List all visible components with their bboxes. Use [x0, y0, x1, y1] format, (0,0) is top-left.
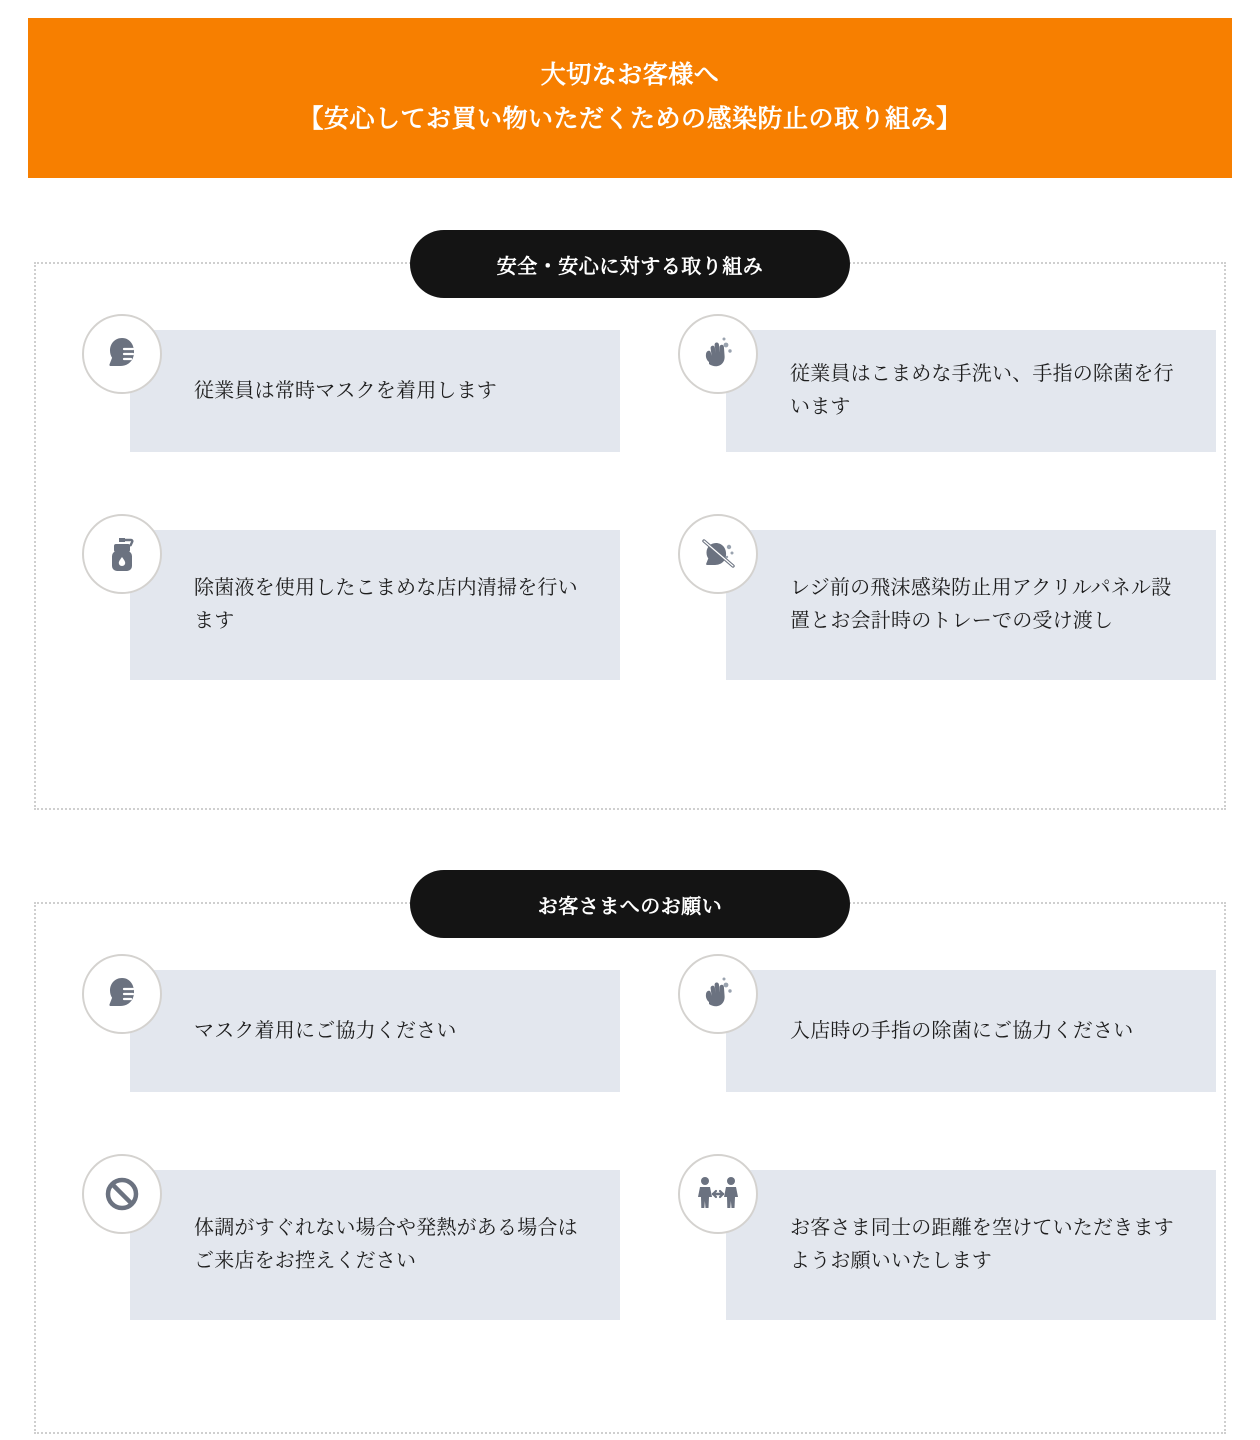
list-item — [630, 330, 1226, 530]
item-text-box — [130, 330, 620, 452]
list-item-label: 除菌液を使用したこまめな店内清掃を行います — [194, 577, 578, 632]
list-item-label: マスク着用にご協力ください — [194, 1019, 457, 1042]
item-text-box — [130, 970, 620, 1092]
list-item-label: 従業員はこまめな手洗い、手指の除菌を行います — [790, 363, 1174, 418]
banner-title-line-2: 【安心してお買い物いただくための感染防止の取り組み】 — [298, 105, 962, 133]
item-text-box — [130, 530, 620, 680]
mask-icon — [82, 314, 162, 394]
item-text-box — [726, 970, 1216, 1092]
list-item — [34, 1170, 630, 1370]
list-item — [34, 970, 630, 1170]
item-text-box — [726, 330, 1216, 452]
list-item — [630, 970, 1226, 1170]
list-item-label: お客さま同士の距離を空けていただきますようお願いいたします — [790, 1217, 1174, 1272]
list-item — [630, 1170, 1226, 1370]
list-item-label: 従業員は常時マスクを着用します — [194, 379, 497, 402]
list-item — [34, 530, 630, 730]
item-text-box — [130, 1170, 620, 1320]
no-droplet-icon — [678, 514, 758, 594]
list-item-label: レジ前の飛沫感染防止用アクリルパネル設置とお会計時のトレーでの受け渡し — [790, 577, 1172, 632]
list-item-label: 入店時の手指の除菌にご協力ください — [790, 1019, 1134, 1042]
social-distance-icon — [678, 1154, 758, 1234]
list-item-label: 体調がすぐれない場合や発熱がある場合はご来店をお控えください — [194, 1217, 578, 1272]
mask-icon — [82, 954, 162, 1034]
list-item — [630, 530, 1226, 730]
prohibited-icon — [82, 1154, 162, 1234]
hand-wash-icon — [678, 954, 758, 1034]
items-grid-customer-requests — [34, 970, 1226, 1370]
item-text-box — [726, 1170, 1216, 1320]
banner-title-line-1: 大切なお客様へ — [540, 61, 720, 90]
hand-wash-icon — [678, 314, 758, 394]
header-banner — [28, 18, 1232, 178]
section-title-customer-requests: お客さまへのお願い — [410, 870, 850, 938]
sanitizer-bottle-icon — [82, 514, 162, 594]
items-grid-store-measures — [34, 330, 1226, 730]
item-text-box — [726, 530, 1216, 680]
list-item — [34, 330, 630, 530]
section-title-store-measures: 安全・安心に対する取り組み — [410, 230, 850, 298]
